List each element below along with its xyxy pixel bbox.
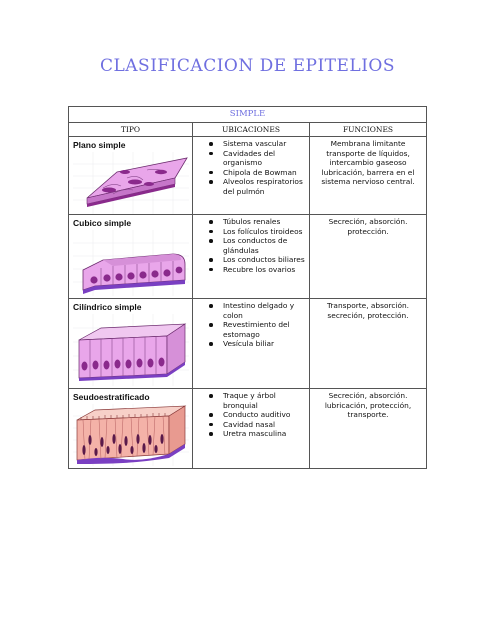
cilindrico-simple-illustration (73, 314, 189, 386)
tipo-name: Plano simple (73, 140, 126, 150)
table-row (69, 389, 427, 469)
list-item: Recubre los ovarios (223, 265, 307, 275)
ubicaciones-cell (193, 137, 310, 215)
funciones-text: Transporte, absorción. secreción, protección. (326, 301, 410, 320)
table-row (69, 215, 427, 299)
section-header: SIMPLE (69, 107, 427, 123)
funciones-cell (310, 215, 427, 299)
ubicaciones-cell (193, 215, 310, 299)
list-item: Los conductos biliares (223, 255, 307, 265)
ubicaciones-cell (193, 389, 310, 469)
funciones-cell (310, 389, 427, 469)
funciones-cell (310, 137, 427, 215)
tipo-cell (69, 389, 193, 469)
tipo-cell (69, 299, 193, 389)
list-item: Alveolos respiratorios del pulmón (223, 177, 307, 196)
seudoestratificado-illustration (73, 404, 189, 466)
funciones-cell (310, 299, 427, 389)
header-ubicaciones: UBICACIONES (193, 123, 310, 137)
ubicaciones-cell (193, 299, 310, 389)
ubicaciones-list (193, 217, 309, 275)
plano-simple-illustration (73, 152, 189, 214)
funciones-text: Secreción, absorción. lubricación, protección, transporte. (324, 391, 412, 420)
ubicaciones-list (193, 391, 309, 439)
list-item: Chipola de Bowman (223, 168, 307, 178)
tipo-cell (69, 215, 193, 299)
tipo-name: Seudoestratificado (73, 392, 150, 402)
column-header-row (69, 123, 427, 137)
list-item: Cavidad nasal (223, 420, 307, 430)
list-item: Revestimiento del estomago (223, 320, 307, 339)
table-row (69, 137, 427, 215)
list-item: Conducto auditivo (223, 410, 307, 420)
list-item: Traque y árbol bronquial (223, 391, 307, 410)
list-item: Los folículos tiroideos (223, 227, 307, 237)
funciones-text: Membrana limitante transporte de líquidos, intercambio gaseoso lubricación, barrera en el sistema nervioso central. (321, 139, 415, 187)
tipo-name: Cubico simple (73, 218, 132, 228)
header-funciones: FUNCIONES (310, 123, 427, 137)
cubico-simple-illustration (73, 230, 189, 296)
tipo-cell (69, 137, 193, 215)
list-item: Túbulos renales (223, 217, 307, 227)
page-title: CLASIFICACION DE EPITELIOS (99, 56, 395, 76)
epithelium-table (68, 106, 427, 469)
list-item: Los conductos de glándulas (223, 236, 307, 255)
ubicaciones-list (193, 301, 309, 349)
list-item: Vesícula biliar (223, 339, 307, 349)
list-item: Uretra masculina (223, 429, 307, 439)
tipo-name: Cilíndrico simple (73, 302, 142, 312)
header-tipo: TIPO (69, 123, 193, 137)
list-item: Intestino delgado y colon (223, 301, 307, 320)
list-item: Cavidades del organismo (223, 149, 307, 168)
section-header-row (69, 107, 427, 123)
table-row (69, 299, 427, 389)
list-item: Sistema vascular (223, 139, 307, 149)
ubicaciones-list (193, 139, 309, 197)
funciones-text: Secreción, absorción. protección. (328, 217, 408, 236)
